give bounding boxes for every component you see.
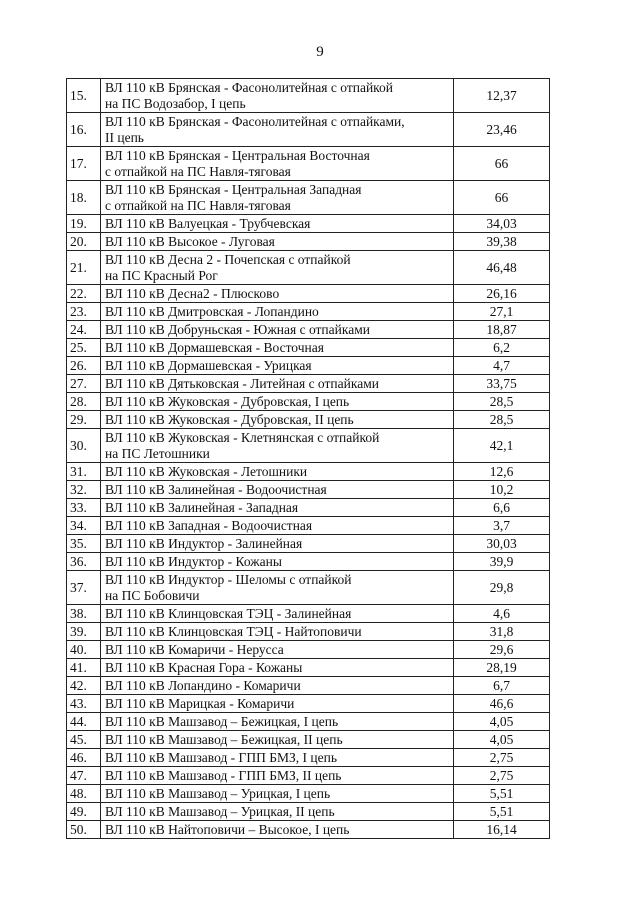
line-name-cell: [101, 481, 454, 499]
line-length: 39,9: [454, 553, 550, 571]
line-name: ВЛ 110 кВ Жуковская - Летошники: [105, 463, 308, 479]
table-row: [67, 535, 550, 553]
line-length: 28,5: [454, 411, 550, 429]
line-length: 2,75: [454, 749, 550, 767]
line-name-cell: [101, 357, 454, 375]
row-number: 46.: [67, 749, 101, 767]
line-name: на ПС Летошники: [105, 445, 210, 461]
line-length: 12,37: [454, 79, 550, 113]
table-row: [67, 785, 550, 803]
line-length: 12,6: [454, 463, 550, 481]
line-length: 6,7: [454, 677, 550, 695]
line-name-cell: [101, 767, 454, 785]
line-name: ВЛ 110 кВ Жуковская - Дубровская, II цепь: [105, 411, 354, 427]
table-row: [67, 79, 550, 113]
line-name: на ПС Красный Рог: [105, 267, 218, 283]
row-number: 22.: [67, 285, 101, 303]
line-name-cell: [101, 553, 454, 571]
line-name-cell: [101, 303, 454, 321]
line-name: ВЛ 110 кВ Клинцовская ТЭЦ - Залинейная: [105, 605, 352, 621]
line-name: II цепь: [105, 129, 144, 145]
table-row: [67, 571, 550, 605]
table-row: [67, 181, 550, 215]
table-row: [67, 339, 550, 357]
line-length: 4,05: [454, 731, 550, 749]
line-length: 29,8: [454, 571, 550, 605]
row-number: 17.: [67, 147, 101, 181]
line-length: 3,7: [454, 517, 550, 535]
row-number: 26.: [67, 357, 101, 375]
line-name: ВЛ 110 кВ Залинейная - Водоочистная: [105, 481, 327, 497]
line-name-cell: [101, 215, 454, 233]
line-name: ВЛ 110 кВ Индуктор - Кожаны: [105, 553, 282, 569]
line-name-cell: [101, 623, 454, 641]
line-name: ВЛ 110 кВ Лопандино - Комаричи: [105, 677, 301, 693]
row-number: 41.: [67, 659, 101, 677]
row-number: 31.: [67, 463, 101, 481]
line-name-cell: [101, 731, 454, 749]
table-row: [67, 215, 550, 233]
row-number: 27.: [67, 375, 101, 393]
line-length: 4,6: [454, 605, 550, 623]
row-number: 33.: [67, 499, 101, 517]
line-name-cell: [101, 321, 454, 339]
row-number: 18.: [67, 181, 101, 215]
line-name-cell: [101, 695, 454, 713]
line-length: 10,2: [454, 481, 550, 499]
line-name-cell: [101, 251, 454, 285]
table-row: [67, 147, 550, 181]
table-row: [67, 285, 550, 303]
row-number: 29.: [67, 411, 101, 429]
table-row: [67, 411, 550, 429]
line-name-cell: [101, 285, 454, 303]
line-length: 16,14: [454, 821, 550, 839]
line-length: 6,6: [454, 499, 550, 517]
line-name: ВЛ 110 кВ Найтоповичи – Высокое, I цепь: [105, 821, 350, 837]
line-name: ВЛ 110 кВ Жуковская - Дубровская, I цепь: [105, 393, 350, 409]
row-number: 37.: [67, 571, 101, 605]
line-name: ВЛ 110 кВ Дятьковская - Литейная с отпайками: [105, 375, 379, 391]
row-number: 25.: [67, 339, 101, 357]
row-number: 34.: [67, 517, 101, 535]
table-row: [67, 553, 550, 571]
row-number: 16.: [67, 113, 101, 147]
line-name-cell: [101, 339, 454, 357]
line-length: 2,75: [454, 767, 550, 785]
table-row: [67, 357, 550, 375]
line-name: ВЛ 110 кВ Высокое - Луговая: [105, 233, 275, 249]
line-name: ВЛ 110 кВ Машзавод - ГПП БМЗ, II цепь: [105, 767, 342, 783]
table-row: [67, 481, 550, 499]
line-name-cell: [101, 713, 454, 731]
line-name-cell: [101, 535, 454, 553]
line-name-cell: [101, 393, 454, 411]
line-name: с отпайкой на ПС Навля-тяговая: [105, 197, 291, 213]
line-name-cell: [101, 605, 454, 623]
line-name: ВЛ 110 кВ Десна2 - Плюсково: [105, 285, 280, 301]
line-name: с отпайкой на ПС Навля-тяговая: [105, 163, 291, 179]
line-length: 30,03: [454, 535, 550, 553]
line-length: 5,51: [454, 803, 550, 821]
line-length: 4,05: [454, 713, 550, 731]
line-name: ВЛ 110 кВ Западная - Водоочистная: [105, 517, 313, 533]
row-number: 50.: [67, 821, 101, 839]
line-name: на ПС Водозабор, I цепь: [105, 95, 246, 111]
line-name-cell: [101, 571, 454, 605]
line-length: 28,19: [454, 659, 550, 677]
line-name: ВЛ 110 кВ Машзавод – Урицкая, II цепь: [105, 803, 335, 819]
line-length: 33,75: [454, 375, 550, 393]
table-row: [67, 375, 550, 393]
line-name: ВЛ 110 кВ Добруньская - Южная с отпайками: [105, 321, 370, 337]
line-name: ВЛ 110 кВ Брянская - Фасонолитейная с отпайками,: [105, 113, 405, 129]
row-number: 38.: [67, 605, 101, 623]
line-name-cell: [101, 821, 454, 839]
row-number: 28.: [67, 393, 101, 411]
table-row: [67, 113, 550, 147]
line-length: 66: [454, 181, 550, 215]
table-row: [67, 605, 550, 623]
line-length: 23,46: [454, 113, 550, 147]
line-name-cell: [101, 79, 454, 113]
table-row: [67, 641, 550, 659]
row-number: 30.: [67, 429, 101, 463]
table-row: [67, 713, 550, 731]
line-name: ВЛ 110 кВ Брянская - Фасонолитейная с отпайкой: [105, 79, 394, 95]
line-name-cell: [101, 411, 454, 429]
line-length: 26,16: [454, 285, 550, 303]
line-name: ВЛ 110 кВ Красная Гора - Кожаны: [105, 659, 303, 675]
line-name: ВЛ 110 кВ Машзавод – Бежицкая, I цепь: [105, 713, 339, 729]
table-row: [67, 821, 550, 839]
power-lines-table: [66, 78, 550, 839]
line-name: ВЛ 110 кВ Машзавод - ГПП БМЗ, I цепь: [105, 749, 337, 765]
line-name-cell: [101, 233, 454, 251]
line-name-cell: [101, 749, 454, 767]
row-number: 39.: [67, 623, 101, 641]
table-row: [67, 623, 550, 641]
table-row: [67, 463, 550, 481]
line-name-cell: [101, 147, 454, 181]
line-name: ВЛ 110 кВ Индуктор - Залинейная: [105, 535, 303, 551]
row-number: 19.: [67, 215, 101, 233]
row-number: 45.: [67, 731, 101, 749]
line-name: ВЛ 110 кВ Залинейная - Западная: [105, 499, 299, 515]
line-length: 46,6: [454, 695, 550, 713]
row-number: 15.: [67, 79, 101, 113]
line-length: 4,7: [454, 357, 550, 375]
table-row: [67, 659, 550, 677]
row-number: 23.: [67, 303, 101, 321]
line-length: 34,03: [454, 215, 550, 233]
line-name: ВЛ 110 кВ Клинцовская ТЭЦ - Найтоповичи: [105, 623, 362, 639]
row-number: 48.: [67, 785, 101, 803]
line-name: на ПС Бобовичи: [105, 587, 200, 603]
line-name: ВЛ 110 кВ Брянская - Центральная Западная: [105, 181, 362, 197]
line-name: ВЛ 110 кВ Машзавод – Урицкая, I цепь: [105, 785, 331, 801]
table-row: [67, 251, 550, 285]
line-name: ВЛ 110 кВ Брянская - Центральная Восточная: [105, 147, 370, 163]
table-row: [67, 767, 550, 785]
table-row: [67, 303, 550, 321]
line-length: 66: [454, 147, 550, 181]
line-name: ВЛ 110 кВ Валуецкая - Трубчевская: [105, 215, 311, 231]
row-number: 36.: [67, 553, 101, 571]
row-number: 20.: [67, 233, 101, 251]
line-name-cell: [101, 499, 454, 517]
row-number: 21.: [67, 251, 101, 285]
line-name-cell: [101, 113, 454, 147]
line-name-cell: [101, 375, 454, 393]
line-length: 27,1: [454, 303, 550, 321]
row-number: 47.: [67, 767, 101, 785]
line-name: ВЛ 110 кВ Дормашевская - Восточная: [105, 339, 324, 355]
line-name-cell: [101, 785, 454, 803]
line-name-cell: [101, 517, 454, 535]
line-length: 18,87: [454, 321, 550, 339]
row-number: 35.: [67, 535, 101, 553]
line-length: 39,38: [454, 233, 550, 251]
line-name: ВЛ 110 кВ Индуктор - Шеломы с отпайкой: [105, 571, 352, 587]
line-name: ВЛ 110 кВ Дмитровская - Лопандино: [105, 303, 319, 319]
row-number: 42.: [67, 677, 101, 695]
row-number: 40.: [67, 641, 101, 659]
row-number: 32.: [67, 481, 101, 499]
table-row: [67, 233, 550, 251]
line-name: ВЛ 110 кВ Десна 2 - Почепская с отпайкой: [105, 251, 351, 267]
table-row: [67, 803, 550, 821]
table-row: [67, 731, 550, 749]
line-name: ВЛ 110 кВ Марицкая - Комаричи: [105, 695, 295, 711]
line-length: 5,51: [454, 785, 550, 803]
line-name-cell: [101, 181, 454, 215]
table-row: [67, 499, 550, 517]
table-row: [67, 429, 550, 463]
line-length: 28,5: [454, 393, 550, 411]
line-name-cell: [101, 641, 454, 659]
line-length: 29,6: [454, 641, 550, 659]
line-name: ВЛ 110 кВ Комаричи - Нерусса: [105, 641, 284, 657]
table-body: [67, 79, 550, 839]
row-number: 49.: [67, 803, 101, 821]
line-length: 46,48: [454, 251, 550, 285]
line-name-cell: [101, 677, 454, 695]
page-number: 9: [316, 44, 324, 60]
row-number: 44.: [67, 713, 101, 731]
table-row: [67, 677, 550, 695]
table-row: [67, 695, 550, 713]
line-length: 31,8: [454, 623, 550, 641]
line-length: 6,2: [454, 339, 550, 357]
line-name-cell: [101, 803, 454, 821]
line-name-cell: [101, 429, 454, 463]
table-row: [67, 517, 550, 535]
line-name: ВЛ 110 кВ Машзавод – Бежицкая, II цепь: [105, 731, 343, 747]
table-row: [67, 393, 550, 411]
row-number: 43.: [67, 695, 101, 713]
table-row: [67, 749, 550, 767]
line-name-cell: [101, 659, 454, 677]
line-name-cell: [101, 463, 454, 481]
line-length: 42,1: [454, 429, 550, 463]
line-name: ВЛ 110 кВ Дормашевская - Урицкая: [105, 357, 312, 373]
table-row: [67, 321, 550, 339]
row-number: 24.: [67, 321, 101, 339]
line-name: ВЛ 110 кВ Жуковская - Клетнянская с отпайкой: [105, 429, 380, 445]
